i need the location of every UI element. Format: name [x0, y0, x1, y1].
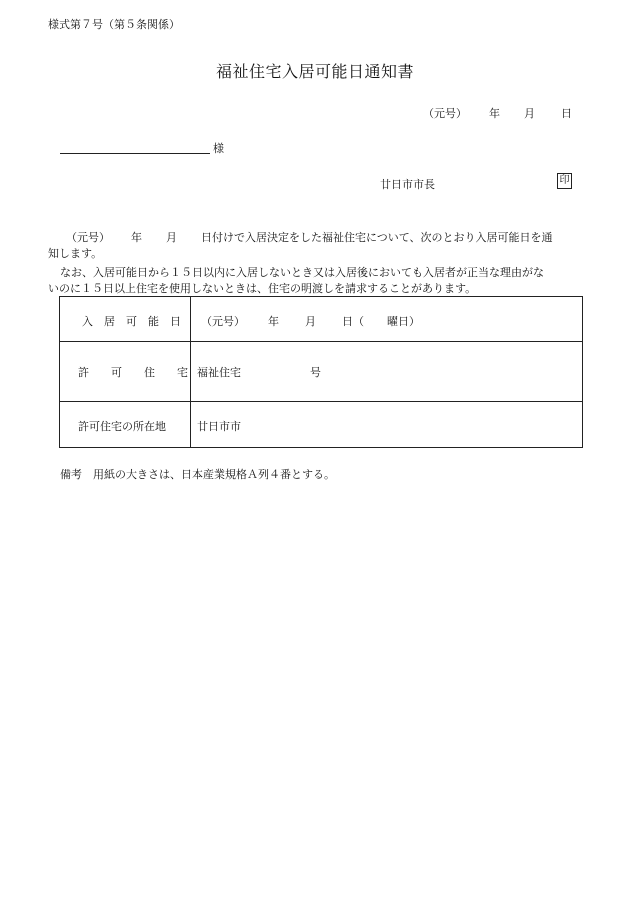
move-in-month-label: 月 — [305, 315, 316, 328]
move-in-era: （元号） — [201, 315, 245, 328]
row-label-permitted-housing: 許 可 住 宅 — [78, 366, 188, 379]
date-month-label: 月 — [524, 107, 535, 120]
move-in-year-label: 年 — [268, 315, 279, 328]
para2-line2: いのに１５日以上住宅を使用しないときは、住宅の明渡しを請求することがあります。 — [48, 282, 477, 295]
move-in-weekday-label: 曜日） — [387, 315, 420, 328]
seal-stamp: 印 — [557, 173, 572, 189]
footer-remark: 備考 用紙の大きさは、日本産業規格Ａ列４番とする。 — [60, 468, 335, 481]
para2-line1: なお、入居可能日から１５日以内に入居しないとき又は入居後においても入居者が正当な理由がな — [60, 266, 544, 279]
housing-number-label: 号 — [310, 366, 321, 379]
row-label-move-in-date: 入 居 可 能 日 — [82, 315, 181, 328]
housing-address: 廿日市市 — [197, 420, 241, 433]
para1-text: 日付けで入居決定をした福祉住宅について、次のとおり入居可能日を通 — [201, 231, 553, 244]
table-row-housing-location — [60, 402, 582, 447]
para1-year-label: 年 — [131, 231, 142, 244]
addressee-honorific: 様 — [213, 142, 224, 155]
sender-mayor: 廿日市市長 — [380, 178, 435, 191]
date-day-label: 日 — [561, 107, 572, 120]
document-title: 福祉住宅入居可能日通知書 — [215, 62, 414, 81]
date-year-label: 年 — [489, 107, 500, 120]
row-label-housing-location: 許可住宅の所在地 — [78, 420, 166, 433]
table-row-move-in-date — [60, 297, 582, 342]
para1-era: （元号） — [66, 231, 110, 244]
move-in-day-label: 日（ — [342, 315, 364, 328]
date-era: （元号） — [423, 107, 467, 120]
form-number: 様式第７号（第５条関係） — [48, 18, 180, 31]
para1-continuation: 知します。 — [48, 247, 103, 260]
housing-type: 福祉住宅 — [197, 366, 241, 379]
table-row-permitted-housing — [60, 342, 582, 402]
addressee-name-line — [60, 153, 210, 154]
info-table — [59, 296, 583, 448]
para1-month-label: 月 — [166, 231, 177, 244]
